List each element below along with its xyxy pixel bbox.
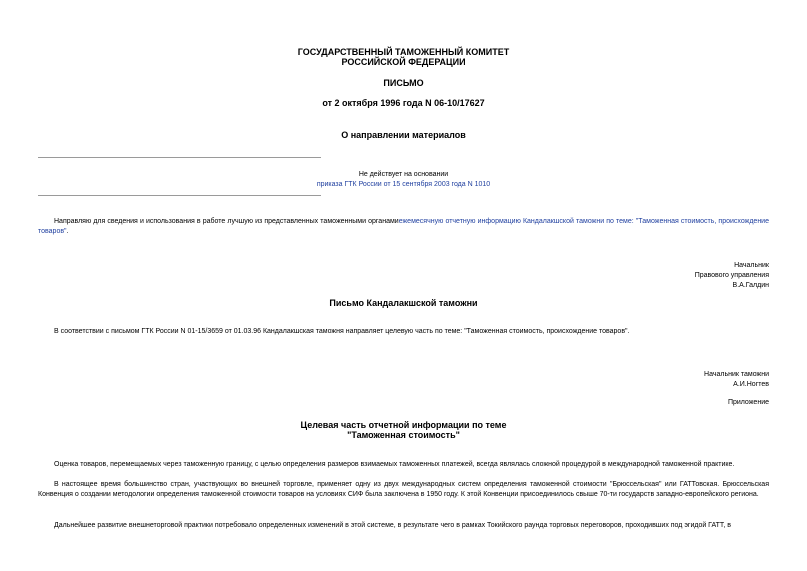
signature-2-name: А.И.Ногтев xyxy=(733,381,769,388)
divider-bottom xyxy=(38,195,321,196)
doc-subject: О направлении материалов xyxy=(341,130,466,140)
letter-paragraph: В соответствии с письмом ГТК России N 01-15/3659 от 01.03.96 Кандалакшская таможня направляет целевую часть по теме: "Таможенная стоимость, происхождение товаров". xyxy=(54,328,630,335)
signature-block-1 xyxy=(695,261,769,291)
signature-1-dept: Правового управления xyxy=(694,272,769,279)
status-link[interactable]: приказа ГТК России от 15 сентября 2003 года N 1010 xyxy=(316,181,491,188)
divider-top xyxy=(38,157,321,158)
doc-date: от 2 октября 1996 года N 06-10/17627 xyxy=(322,98,485,108)
signature-1-name: В.А.Галдин xyxy=(732,282,769,289)
doc-type: ПИСЬМО xyxy=(383,78,424,88)
intro-text-end: . xyxy=(66,228,69,235)
status-link-wrapper xyxy=(0,180,807,189)
intro-link[interactable]: ежемесячную отчетную информацию Кандалакшской таможни по теме: "Таможенная стоимость, происхождение товаров" xyxy=(38,218,769,235)
signature-block-2 xyxy=(704,370,769,390)
status-text: Не действует на основании xyxy=(358,171,449,178)
section-paragraph-1: Оценка товаров, перемещаемых через таможенную границу, с целью определения размеров взимаемых таможенных платежей, всегда являлась сложной процедурой в международной таможенной практике. xyxy=(54,461,735,468)
section-title-line2: "Таможенная стоимость" xyxy=(347,430,460,440)
intro-paragraph xyxy=(38,217,769,237)
intro-text: Направляю для сведения и использования в работе лучшую из представленных таможенными органами xyxy=(54,218,399,225)
letter-title: Письмо Кандалакшской таможни xyxy=(329,298,478,308)
section-paragraph-2: В настоящее время большинство стран, участвующих во внешней торговле, применяет одну из двух международных систем определения таможенной стоимости "Брюссельская" или ГАТТовская. Брюссельская Конвенция о создании методологии определения таможенной стоимости товаров на условиях СИФ была заключена в 1950 году. К этой Конвенции присоединилось свыше 70-ти государств западно-европейского региона. xyxy=(38,481,769,498)
section-paragraph-3: Дальнейшее развитие внешнеторговой практики потребовало определенных изменений в этой системе, в результате чего в рамках Токийского раунда торговых переговоров, проходивших под эгидой ГАТТ, в xyxy=(54,522,732,529)
signature-2-title: Начальник таможни xyxy=(704,371,769,378)
org-name-line2: РОССИЙСКОЙ ФЕДЕРАЦИИ xyxy=(341,57,466,67)
section-title-line1: Целевая часть отчетной информации по теме xyxy=(300,420,507,430)
org-name-line1: ГОСУДАРСТВЕННЫЙ ТАМОЖЕННЫЙ КОМИТЕТ xyxy=(297,47,510,57)
signature-1-title: Начальник xyxy=(734,262,769,269)
appendix-label: Приложение xyxy=(727,399,769,406)
